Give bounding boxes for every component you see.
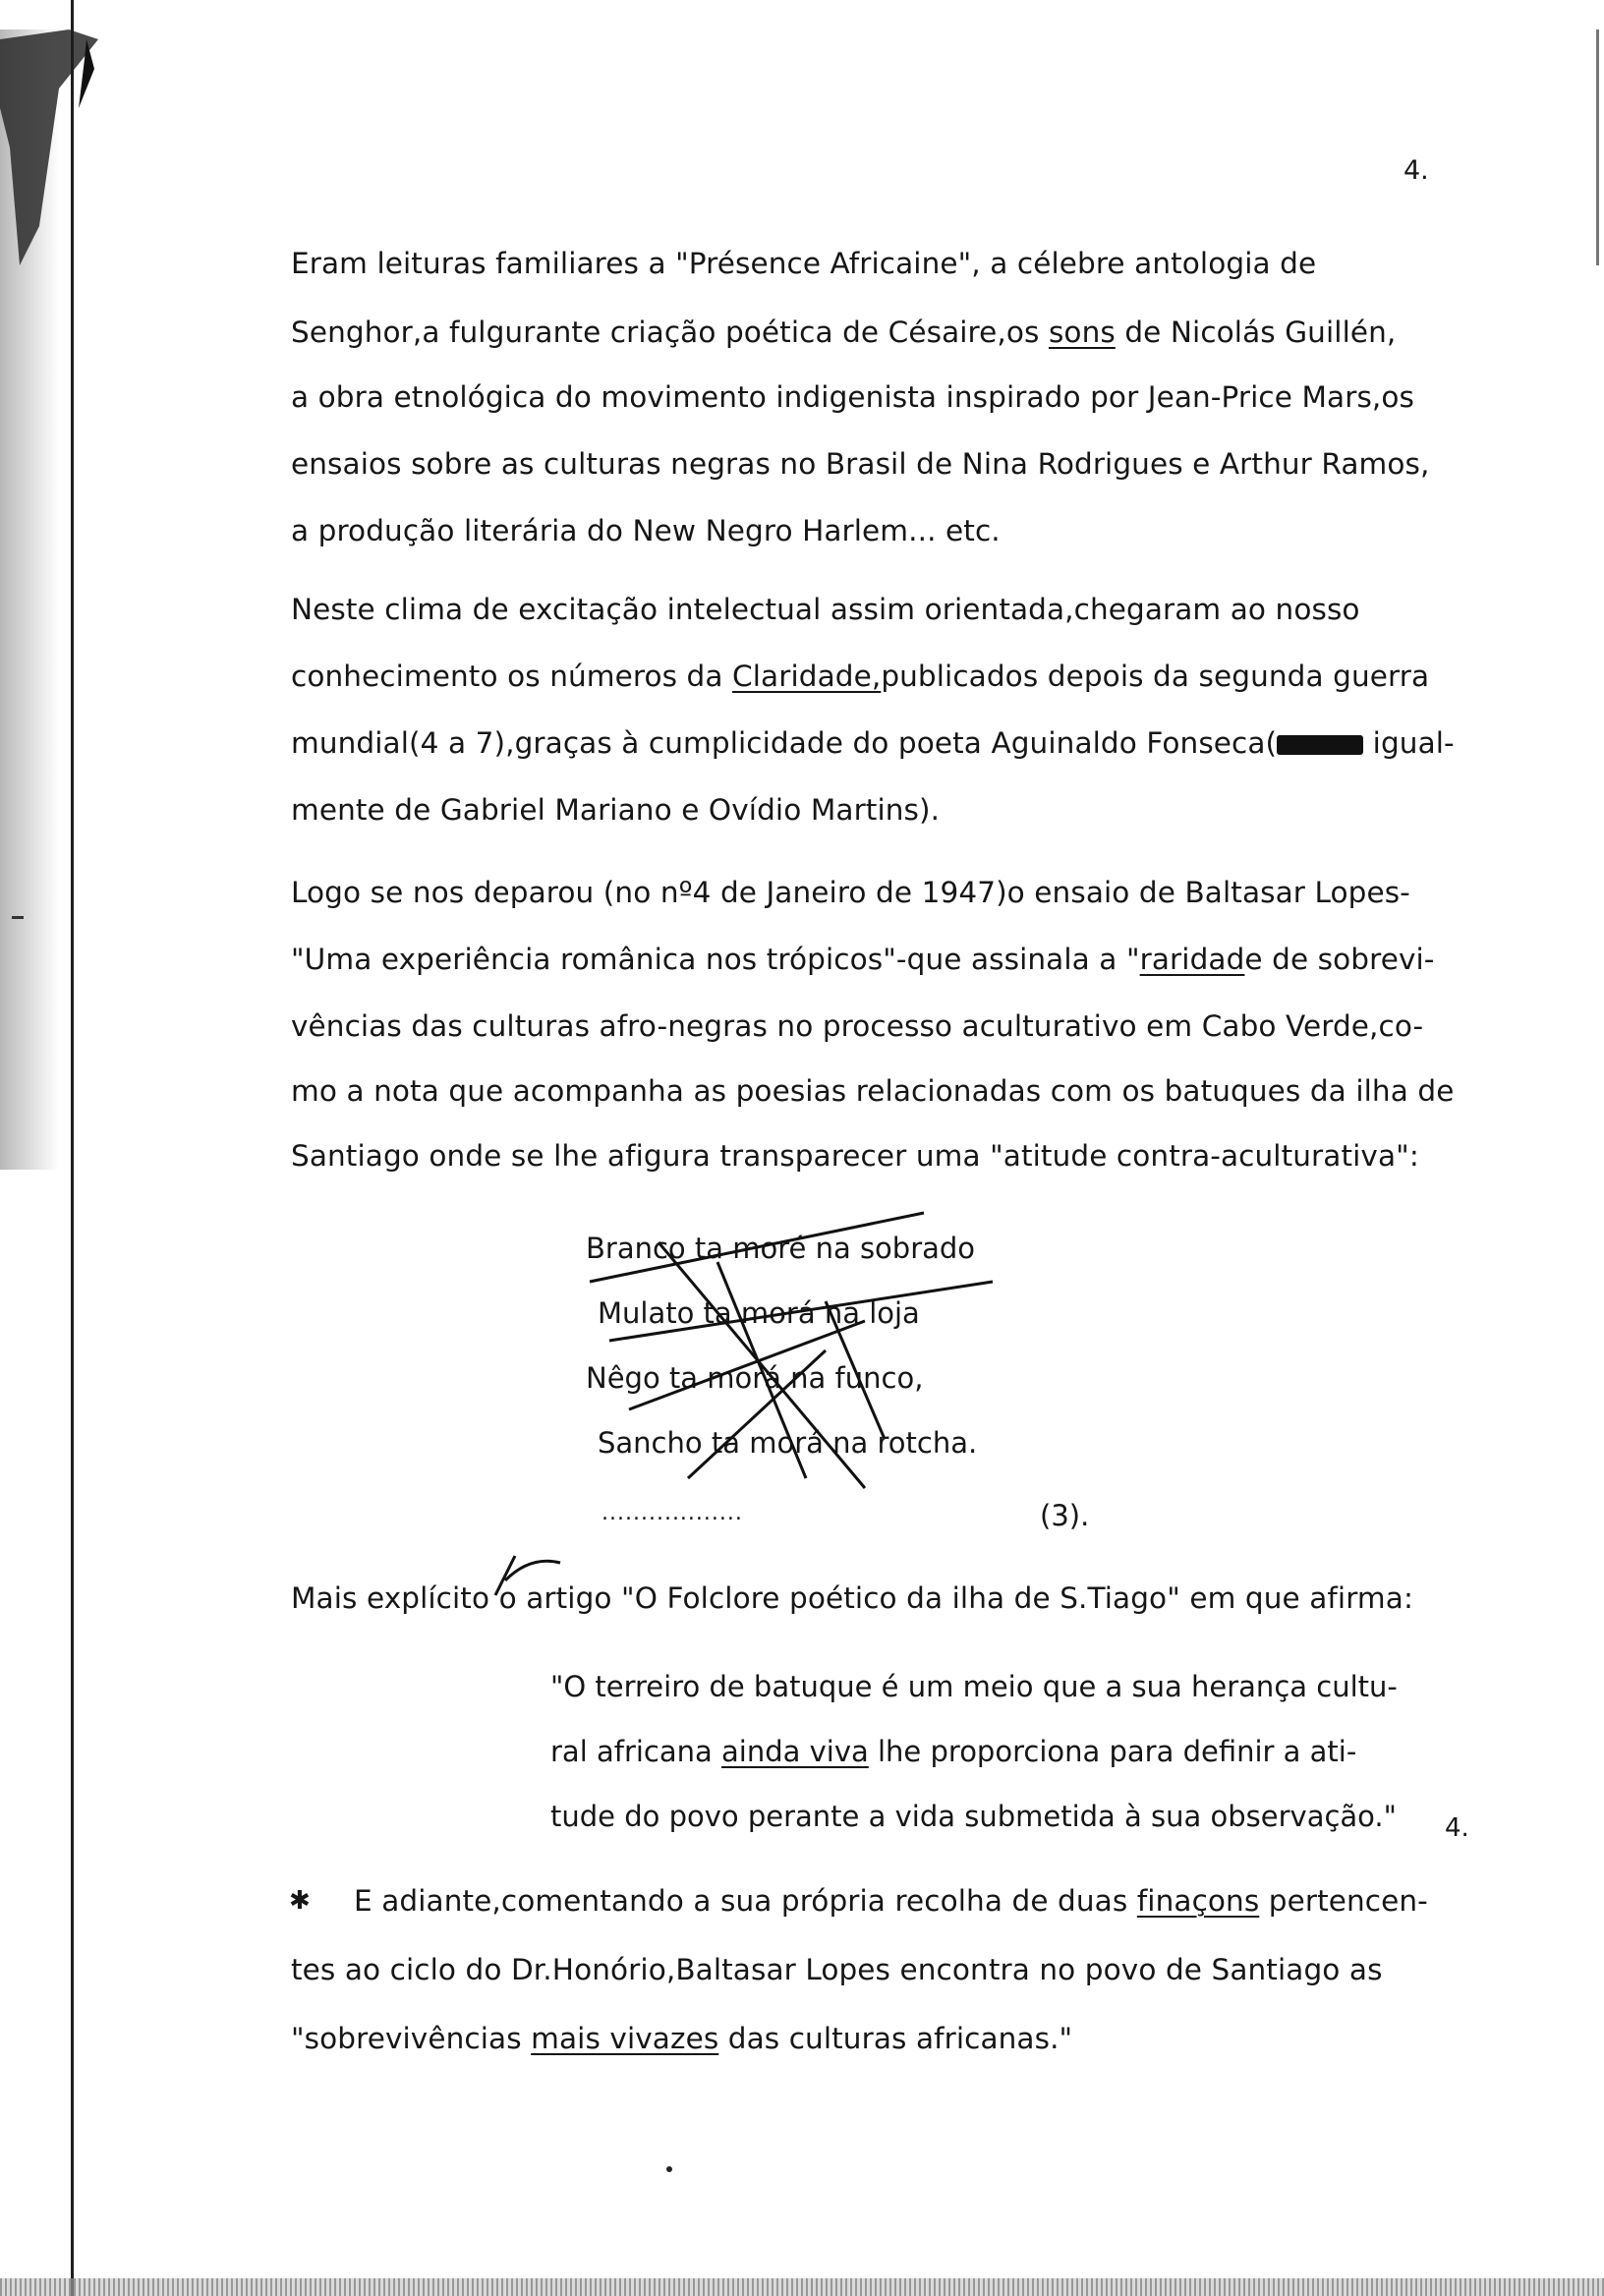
poem-line-4: Sancho ta morá na rotcha.: [598, 1426, 978, 1460]
p5-line-3: "sobrevivências mais vivazes das culturas africanas.": [291, 2022, 1073, 2055]
quote-line-1: "O terreiro de batuque é um meio que a sua herança cultu-: [550, 1670, 1398, 1703]
p2-line-1: Neste clima de excitação intelectual assim orientada,chegaram ao nosso: [291, 593, 1360, 626]
right-edge-rule: [1596, 29, 1599, 265]
handwritten-strikethrough: [570, 1203, 1022, 1498]
ink-dot: [666, 2166, 672, 2172]
underlined-claridade: Claridade,: [732, 660, 882, 693]
poem-line-3: Nêgo ta morá na funco,: [586, 1361, 924, 1395]
poem-citation: (3).: [1040, 1499, 1090, 1532]
poem-line-2: Mulato ta morá na loja: [598, 1296, 920, 1330]
quote-citation: 4.: [1445, 1813, 1469, 1843]
redaction-mark: [1277, 735, 1363, 755]
left-margin-rule: [71, 0, 74, 2296]
poem-line-1: Branco ta moré na sobrado: [586, 1232, 976, 1265]
handwritten-correction-mark: [486, 1551, 564, 1600]
margin-asterisk: ✱: [289, 1886, 311, 1916]
p2-line-3: mundial(4 a 7),graças à cumplicidade do poeta Aguinaldo Fonseca( igual-: [291, 726, 1455, 760]
p1-line-3: a obra etnológica do movimento indigenista inspirado por Jean-Price Mars,os: [291, 380, 1415, 414]
p2-line-4: mente de Gabriel Mariano e Ovídio Martins).: [291, 793, 941, 827]
p2-line-2: conhecimento os números da Claridade,publicados depois da segunda guerra: [291, 660, 1430, 693]
underlined-ainda-viva: ainda viva: [721, 1735, 869, 1768]
p1-line-4: ensaios sobre as culturas negras no Brasil de Nina Rodrigues e Arthur Ramos,: [291, 447, 1430, 481]
p1-line-5: a produção literária do New Negro Harlem... etc.: [291, 514, 1001, 547]
margin-dash: [12, 916, 24, 919]
scan-bottom-band: [0, 2278, 1604, 2296]
page-number: 4.: [1404, 155, 1429, 186]
quote-line-2: ral africana ainda viva lhe proporciona para definir a ati-: [550, 1735, 1357, 1768]
p1-line-1: Eram leituras familiares a "Présence Africaine", a célebre antologia de: [291, 247, 1317, 280]
quote-line-3: tude do povo perante a vida submetida à sua observação.": [550, 1800, 1397, 1833]
underlined-mais-vivazes: mais vivazes: [531, 2022, 719, 2055]
corner-smudge: [0, 29, 108, 285]
p3-line-3: vências das culturas afro-negras no processo aculturativo em Cabo Verde,co-: [291, 1009, 1424, 1043]
underlined-raridade: raridad: [1139, 943, 1245, 976]
underlined-sons: sons: [1048, 316, 1116, 349]
p4-line: Mais explícito o artigo "O Folclore poético da ilha de S.Tiago" em que afirma:: [291, 1581, 1413, 1615]
poem-ellipsis: ..................: [602, 1501, 743, 1525]
p3-line-2: "Uma experiência românica nos trópicos"-que assinala a "raridade de sobrevi-: [291, 943, 1435, 976]
p5-line-2: tes ao ciclo do Dr.Honório,Baltasar Lopes encontra no povo de Santiago as: [291, 1953, 1383, 1986]
p5-line-1: E adiante,comentando a sua própria recolha de duas finaçons pertencen-: [354, 1884, 1428, 1918]
p1-line-2: Senghor,a fulgurante criação poética de Césaire,os sons de Nicolás Guillén,: [291, 316, 1397, 349]
p3-line-1: Logo se nos deparou (no nº4 de Janeiro de 1947)o ensaio de Baltasar Lopes-: [291, 876, 1410, 909]
p3-line-5: Santiago onde se lhe afigura transparecer uma "atitude contra-aculturativa":: [291, 1139, 1419, 1173]
underlined-finacons: finaçons: [1136, 1884, 1260, 1918]
p3-line-4: mo a nota que acompanha as poesias relacionadas com os batuques da ilha de: [291, 1074, 1455, 1108]
